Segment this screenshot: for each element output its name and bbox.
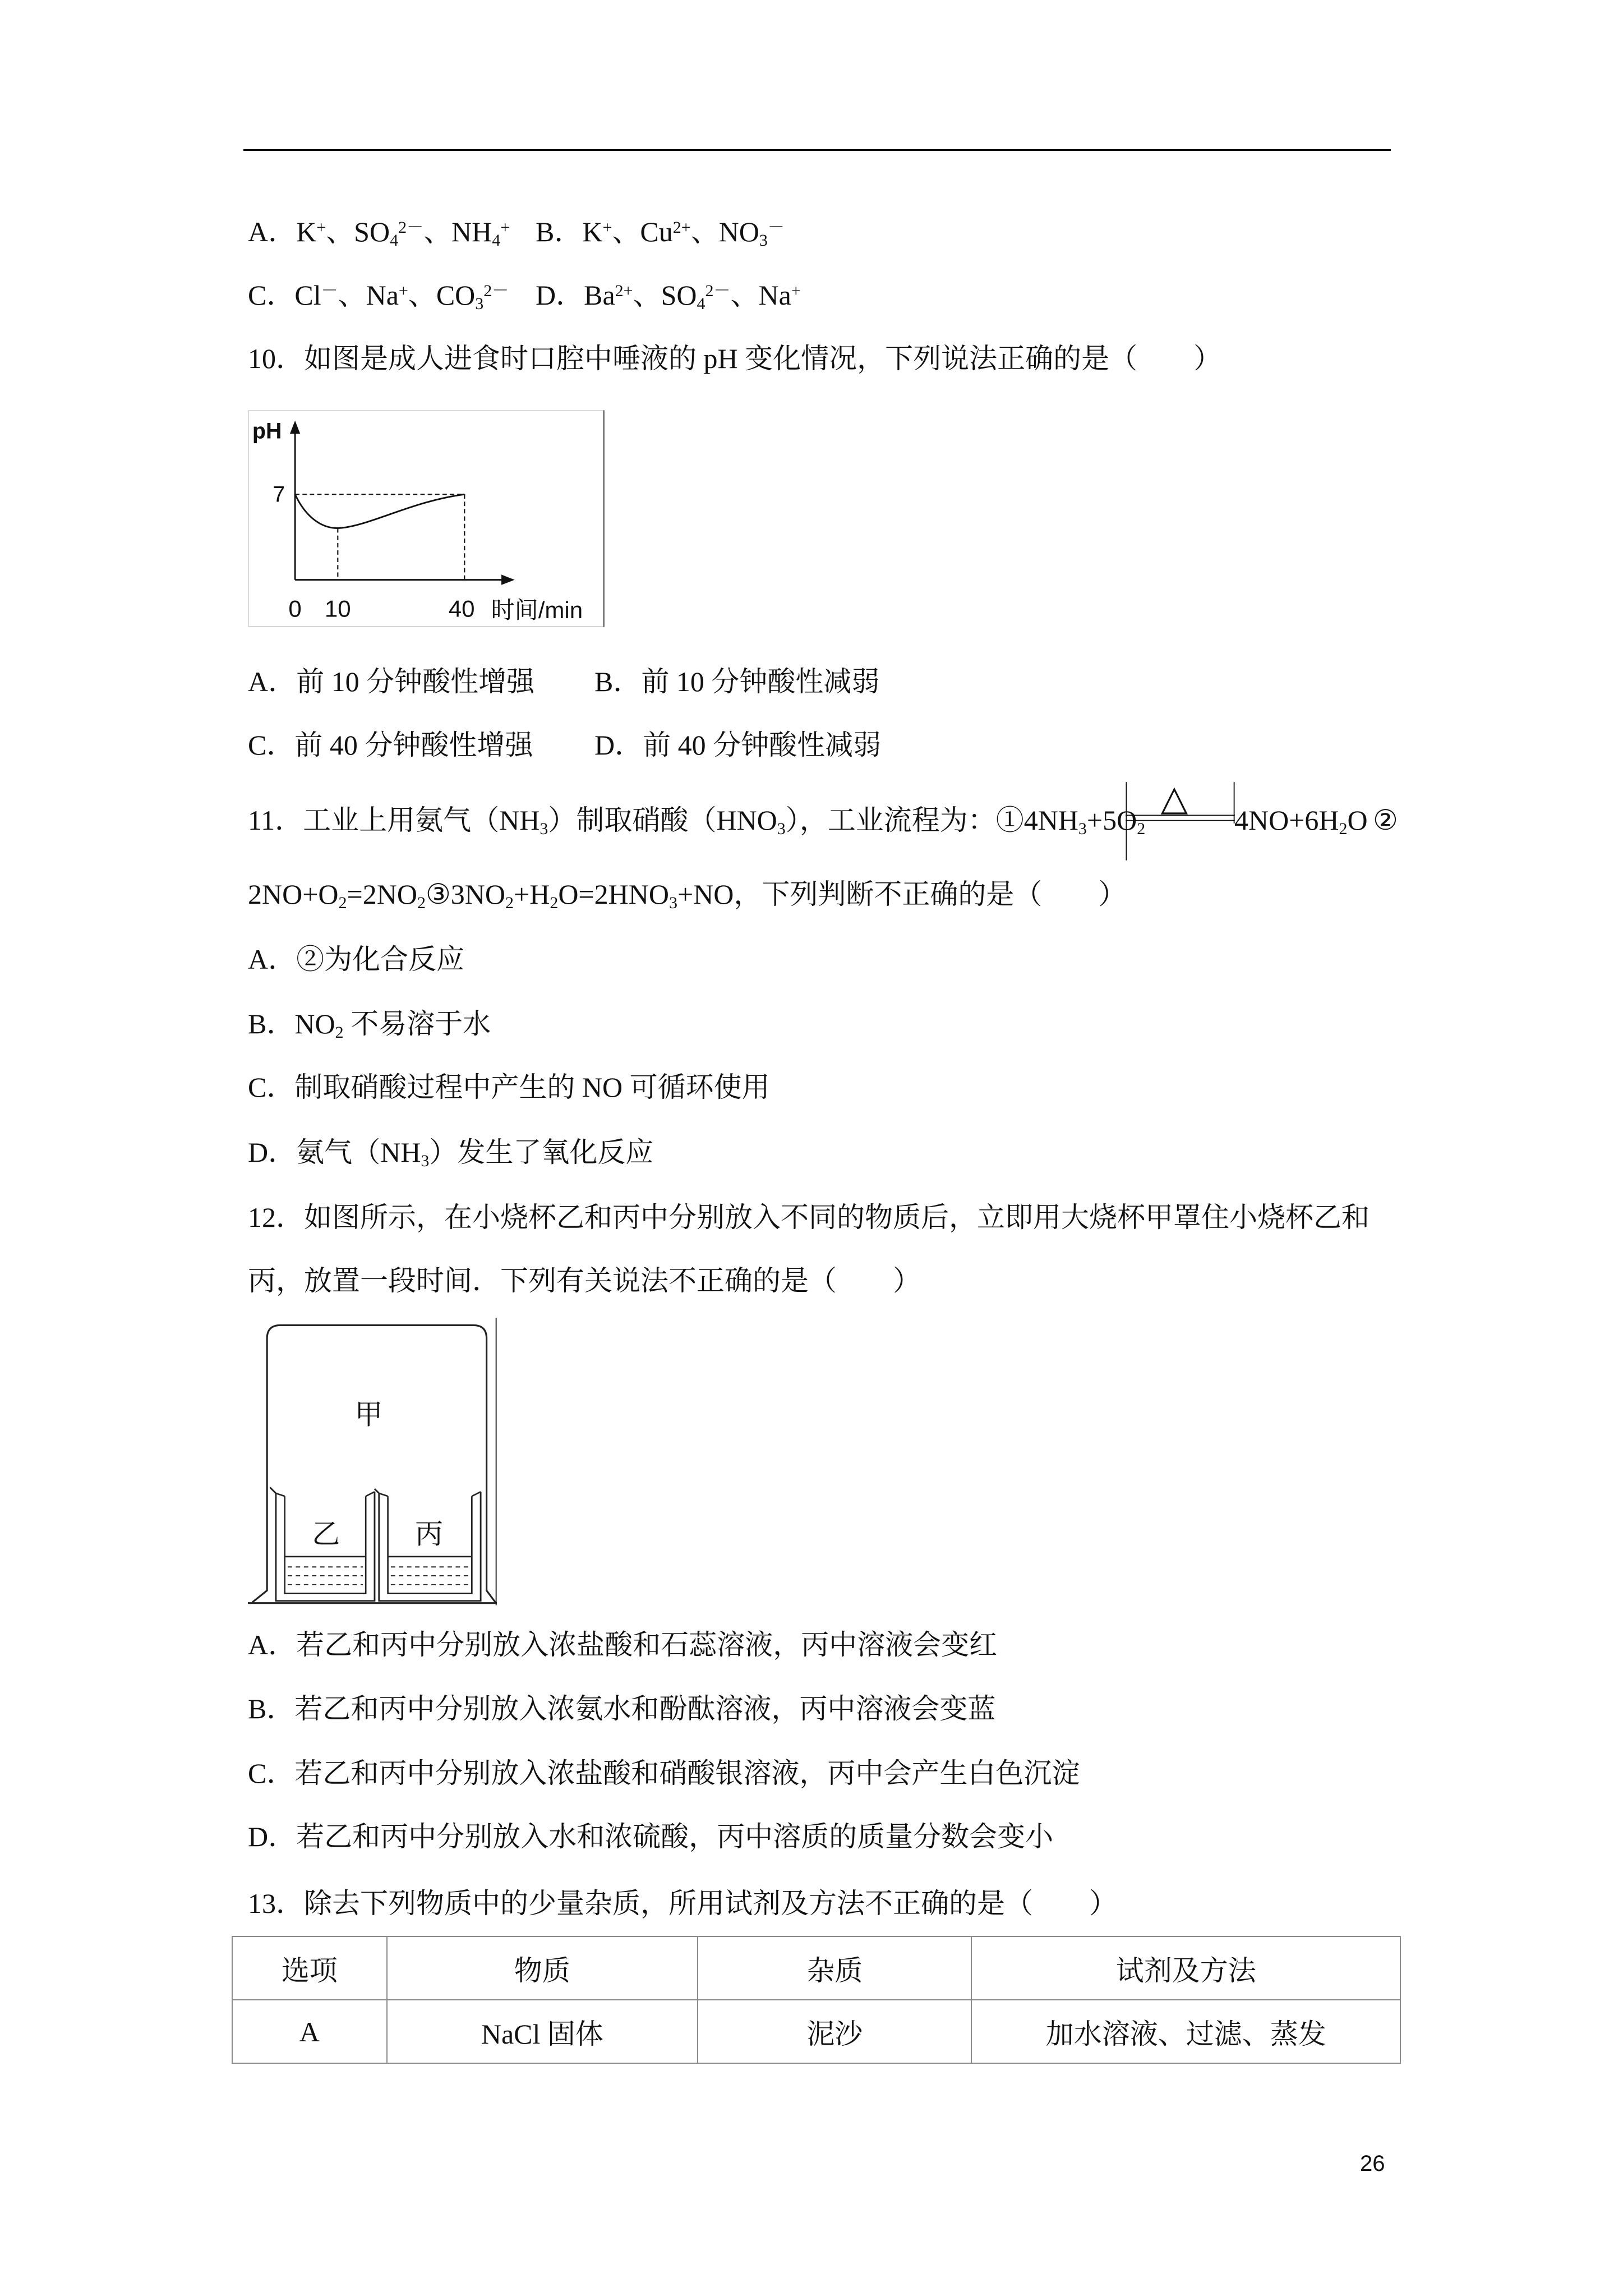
q9-option-a: [248, 215, 510, 249]
text-run: 、CO: [408, 279, 476, 311]
header-method: 试剂及方法: [971, 1936, 1400, 2000]
q11-stem-products: [1234, 803, 1368, 837]
q12-option-b: B．若乙和丙中分别放入浓氨水和酚酞溶液，丙中溶液会变蓝: [248, 1693, 996, 1724]
text-run: 2NO+O: [248, 878, 339, 910]
q12-option-c: C．若乙和丙中分别放入浓盐酸和硝酸银溶液，丙中会产生白色沉淀: [248, 1757, 1080, 1789]
text-run: +NO，下列判断不正确的是（ ）: [677, 878, 1127, 910]
q9-option-c: [248, 278, 509, 312]
subscript: 3: [759, 231, 768, 250]
q11-option-d: [248, 1135, 653, 1169]
text-run: C．制取硝酸过程中产生的 NO 可循环使用: [248, 1071, 770, 1103]
superscript: －: [767, 218, 785, 237]
page-number: 26: [1360, 2151, 1385, 2176]
text-run: A．K: [248, 216, 317, 247]
text-run: 、Na: [730, 279, 791, 311]
figure-frame: [248, 411, 604, 627]
q12-stem-line1: 12．如图所示，在小烧杯乙和丙中分别放入不同的物质后，立即用大烧杯甲罩住小烧杯乙和: [248, 1202, 1370, 1233]
cell-method: 加水溶液、过滤、蒸发: [971, 2000, 1400, 2063]
text-run: B．NO: [248, 1008, 335, 1039]
q10-option-d: D．前 40 分钟酸性减弱: [594, 729, 882, 761]
text-run: ）制取硝酸（HNO: [548, 804, 777, 836]
q11-stem-line2: [248, 877, 1126, 911]
q11-option-a: [248, 942, 464, 976]
q11-step-mark: ②: [1373, 804, 1398, 836]
text-run: D．氨气（NH: [248, 1137, 421, 1168]
superscript: +: [316, 218, 326, 237]
q12-beaker-figure: [248, 1318, 497, 1605]
small-beaker-bing-rim: [379, 1492, 481, 1496]
q10-ph-graph: [248, 410, 605, 627]
x-axis-arrow: [501, 574, 515, 585]
text-run: 、NH: [423, 216, 492, 247]
reaction-condition-heat: [1126, 775, 1235, 863]
x-axis-label: 时间/min: [491, 596, 583, 623]
x-tick-40: 40: [448, 595, 475, 622]
q9-option-d: [536, 278, 801, 312]
q10-stem: 10．如图是成人进食时口腔中唾液的 pH 变化情况，下列说法正确的是（ ）: [248, 343, 1222, 374]
superscript: +: [398, 282, 408, 300]
cell-impurity: 泥沙: [698, 2000, 971, 2063]
text-run: ），工业流程为：①4NH: [785, 804, 1078, 836]
text-run: B．K: [536, 216, 603, 247]
subscript: 4: [697, 295, 706, 314]
big-beaker-label: 甲: [354, 1398, 383, 1430]
table-row: [232, 2000, 1400, 2063]
x-tick-0: 0: [288, 595, 302, 622]
text-run: ）发生了氧化反应: [429, 1137, 654, 1168]
q12-option-d: D．若乙和丙中分别放入水和浓硫酸，丙中溶质的质量分数会变小: [248, 1821, 1054, 1852]
q13-table: [232, 1936, 1401, 2064]
cell-option: A: [232, 2000, 387, 2063]
superscript: 2+: [672, 218, 691, 237]
text-run: O: [1347, 804, 1368, 836]
small-beaker-yi: [270, 1487, 375, 1600]
q12-option-a: A．若乙和丙中分别放入浓盐酸和石蕊溶液，丙中溶液会变红: [248, 1629, 998, 1660]
subscript: 2: [417, 894, 426, 913]
superscript: +: [500, 218, 510, 237]
y-axis-arrow: [290, 421, 300, 434]
header-impurity: 杂质: [698, 1936, 971, 2000]
q10-option-c: C．前 40 分钟酸性增强: [248, 729, 533, 761]
x-tick-10: 10: [324, 595, 351, 622]
ph-curve: [295, 494, 464, 528]
subscript: 2: [550, 894, 559, 913]
y-axis-label: pH: [252, 418, 282, 444]
text-run: 11．工业上用氨气（NH: [248, 804, 540, 836]
text-run: 、SO: [633, 279, 697, 311]
text-run: C．Cl: [248, 279, 321, 311]
subscript: 3: [1078, 820, 1087, 839]
q10-option-a: A．前 10 分钟酸性增强: [248, 666, 535, 697]
text-run: 、SO: [326, 216, 390, 247]
header-rule: [243, 149, 1391, 151]
subscript: 2: [338, 894, 347, 913]
table-header-row: [232, 1936, 1400, 2000]
subscript: 3: [777, 820, 786, 839]
q9-option-b: [536, 215, 785, 249]
liquid-yi: [288, 1567, 363, 1585]
superscript: +: [791, 282, 801, 300]
q10-option-b: B．前 10 分钟酸性减弱: [594, 666, 880, 697]
header-option: 选项: [232, 1936, 387, 2000]
subscript: 3: [540, 820, 548, 839]
text-run: 、Na: [338, 279, 399, 311]
q13-stem: 13．除去下列物质中的少量杂质，所用试剂及方法不正确的是（ ）: [248, 1888, 1117, 1919]
small-beaker-yi-rim: [276, 1492, 375, 1496]
superscript: 2－: [398, 218, 424, 237]
text-run: +5O: [1086, 804, 1137, 836]
superscript: +: [602, 218, 612, 237]
text-run: +H: [514, 878, 550, 910]
subscript: 3: [421, 1152, 430, 1171]
q11-stem-line1: [248, 803, 1145, 837]
superscript: －: [321, 282, 338, 300]
subscript: 2: [1137, 820, 1146, 839]
liquid-bing: [391, 1567, 469, 1585]
subscript: 2: [505, 894, 514, 913]
subscript: 3: [668, 894, 677, 913]
text-run: ③3NO: [425, 878, 505, 910]
q11-option-c: [248, 1070, 770, 1104]
q12-stem-line2: 丙，放置一段时间．下列有关说法不正确的是（ ）: [248, 1265, 921, 1296]
subscript: 4: [492, 231, 501, 250]
subscript: 4: [390, 231, 399, 250]
text-run: 不易溶于水: [343, 1008, 491, 1039]
text-run: O=2HNO: [558, 878, 669, 910]
y-tick-7: 7: [273, 482, 285, 507]
small-beaker-bing: [375, 1489, 481, 1601]
header-substance: 物质: [387, 1936, 698, 2000]
small-beaker-bing-label: 丙: [415, 1518, 444, 1550]
superscript: 2－: [705, 282, 731, 300]
text-run: 、Cu: [612, 216, 673, 247]
superscript: 2+: [615, 282, 633, 300]
text-run: 4NO+6H: [1234, 804, 1339, 836]
text-run: A．②为化合反应: [248, 944, 465, 975]
text-run: D．Ba: [536, 279, 615, 311]
heat-triangle-icon: △: [1160, 779, 1188, 818]
text-run: 、NO: [690, 216, 759, 247]
superscript: 2－: [483, 282, 509, 300]
q11-option-b: [248, 1007, 491, 1041]
subscript: 2: [1339, 820, 1348, 839]
small-beaker-yi-label: 乙: [312, 1518, 340, 1550]
subscript: 3: [475, 295, 484, 314]
text-run: =2NO: [347, 878, 417, 910]
subscript: 2: [335, 1023, 344, 1042]
cell-substance: NaCl 固体: [387, 2000, 698, 2063]
